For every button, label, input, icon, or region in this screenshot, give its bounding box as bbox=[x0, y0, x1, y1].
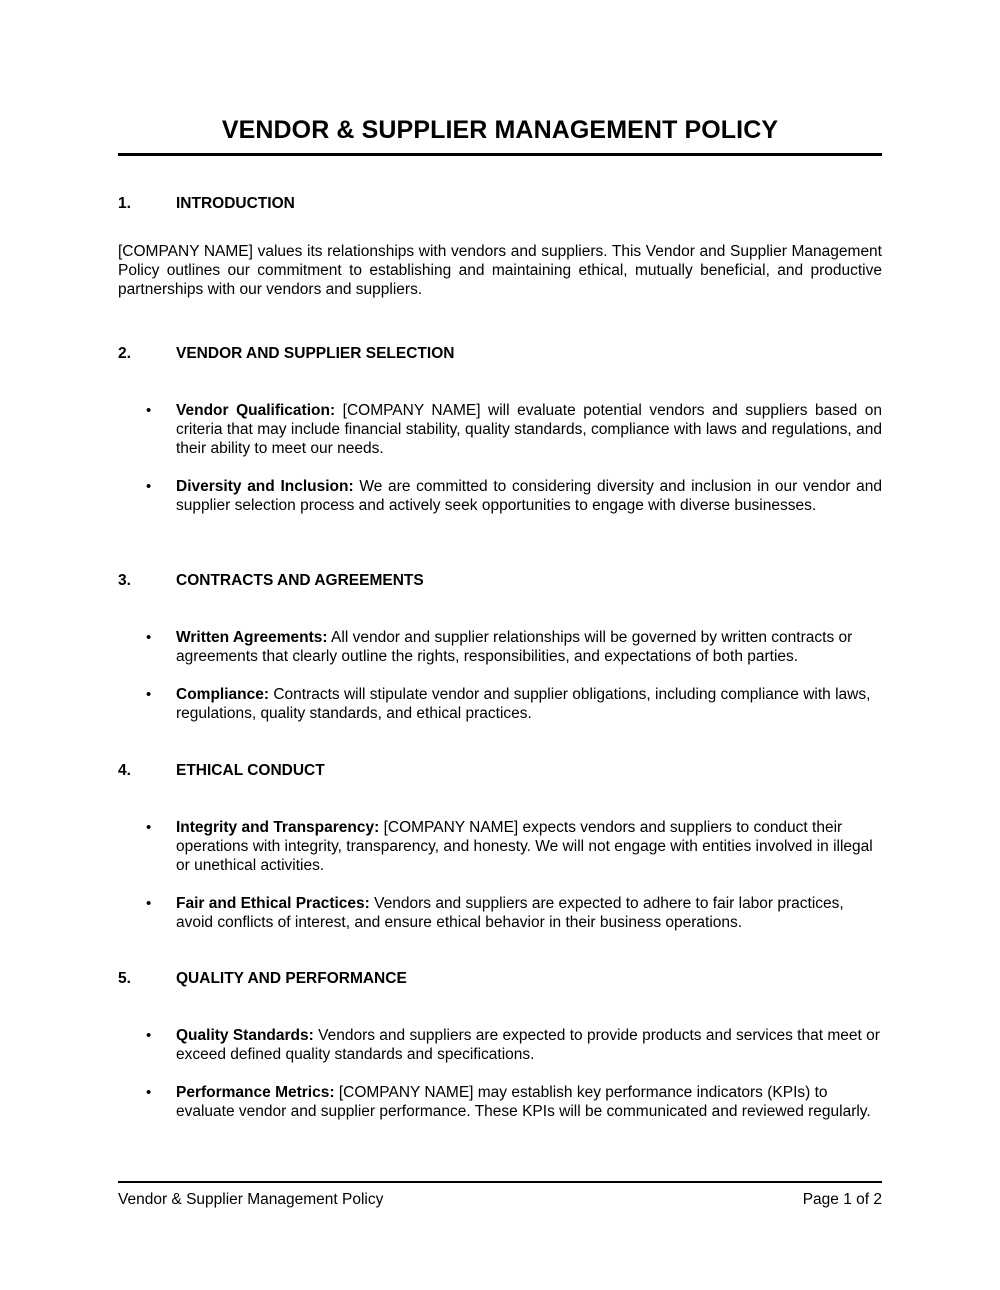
bullet-text: [COMPANY NAME] expects vendors and suppliers to conduct their operations with integrity, transparency, and honesty. We will not engage with entities involved in illegal or unethical activities. bbox=[176, 819, 873, 874]
bullet-term: Written Agreements: bbox=[176, 629, 328, 646]
section-introduction bbox=[118, 194, 882, 299]
bullet-icon: • bbox=[146, 1084, 152, 1101]
section-heading bbox=[118, 344, 882, 364]
section-title: CONTRACTS AND AGREEMENTS bbox=[176, 572, 424, 589]
bullet-icon: • bbox=[146, 402, 152, 419]
bullet-icon: • bbox=[146, 686, 152, 703]
section-quality-performance bbox=[118, 969, 882, 1140]
bullet-term: Performance Metrics: bbox=[176, 1084, 335, 1101]
section-number: 1. bbox=[118, 195, 131, 212]
list-item bbox=[118, 628, 882, 666]
bullet-icon: • bbox=[146, 1027, 152, 1044]
bullet-text: [COMPANY NAME] will evaluate potential vendors and suppliers based on criteria that may include financial stability, quality standards, compliance with laws and regulations, and their ability to meet our needs. bbox=[176, 402, 882, 457]
section-title: QUALITY AND PERFORMANCE bbox=[176, 970, 407, 987]
bullet-term: Diversity and Inclusion: bbox=[176, 478, 354, 495]
list-item bbox=[118, 1083, 882, 1121]
section-ethical-conduct bbox=[118, 761, 882, 951]
bullet-icon: • bbox=[146, 819, 152, 836]
bullet-text: Vendors and suppliers are expected to adhere to fair labor practices, avoid conflicts of interest, and ensure ethical behavior in their business operations. bbox=[176, 895, 844, 931]
bullet-term: Integrity and Transparency: bbox=[176, 819, 380, 836]
section-heading bbox=[118, 761, 882, 781]
section-paragraph: [COMPANY NAME] values its relationships with vendors and suppliers. This Vendor and Supplier Management Policy outlines our commitment to establishing and maintaining ethical, mutually beneficial, and productive partnerships with our vendors and suppliers. bbox=[118, 243, 882, 298]
list-item bbox=[118, 1026, 882, 1064]
list-item bbox=[118, 818, 882, 875]
title-divider bbox=[118, 153, 882, 156]
list-item bbox=[118, 477, 882, 515]
bullet-list bbox=[118, 818, 882, 932]
section-heading bbox=[118, 571, 882, 591]
list-item bbox=[118, 894, 882, 932]
bullet-icon: • bbox=[146, 629, 152, 646]
bullet-list bbox=[118, 628, 882, 723]
section-title: ETHICAL CONDUCT bbox=[176, 762, 325, 779]
bullet-term: Compliance: bbox=[176, 686, 270, 703]
section-number: 3. bbox=[118, 572, 131, 589]
section-heading bbox=[118, 194, 882, 214]
document-title: VENDOR & SUPPLIER MANAGEMENT POLICY bbox=[221, 116, 779, 144]
bullet-icon: • bbox=[146, 895, 152, 912]
bullet-icon: • bbox=[146, 478, 152, 495]
bullet-text: All vendor and supplier relationships will be governed by written contracts or agreements that clearly outline the rights, responsibilities, and expectations of both parties. bbox=[176, 629, 853, 665]
footer-document-name: Vendor & Supplier Management Policy bbox=[118, 1191, 384, 1208]
bullet-term: Vendor Qualification: bbox=[176, 402, 336, 419]
bullet-list bbox=[118, 1026, 882, 1121]
bullet-term: Fair and Ethical Practices: bbox=[176, 895, 370, 912]
section-heading bbox=[118, 969, 882, 989]
list-item bbox=[118, 685, 882, 723]
section-number: 2. bbox=[118, 345, 131, 362]
bullet-term: Quality Standards: bbox=[176, 1027, 314, 1044]
list-item bbox=[118, 401, 882, 458]
section-title: VENDOR AND SUPPLIER SELECTION bbox=[176, 345, 455, 362]
bullet-list bbox=[118, 401, 882, 515]
footer-divider bbox=[118, 1181, 882, 1183]
bullet-text: We are committed to considering diversity and inclusion in our vendor and supplier selection process and actively seek opportunities to engage with diverse businesses. bbox=[176, 478, 882, 514]
bullet-text: Contracts will stipulate vendor and supplier obligations, including compliance with laws, regulations, quality standards, and ethical practices. bbox=[176, 686, 871, 722]
section-contracts bbox=[118, 571, 882, 742]
bullet-text: Vendors and suppliers are expected to provide products and services that meet or exceed defined quality standards and specifications. bbox=[176, 1027, 880, 1063]
section-number: 4. bbox=[118, 762, 131, 779]
footer-page-number: Page 1 of 2 bbox=[802, 1191, 882, 1208]
bullet-text: [COMPANY NAME] may establish key performance indicators (KPIs) to evaluate vendor and supplier performance. These KPIs will be communicated and reviewed regularly. bbox=[176, 1084, 871, 1120]
section-vendor-selection bbox=[118, 344, 882, 534]
section-title: INTRODUCTION bbox=[176, 195, 295, 212]
section-number: 5. bbox=[118, 970, 131, 987]
